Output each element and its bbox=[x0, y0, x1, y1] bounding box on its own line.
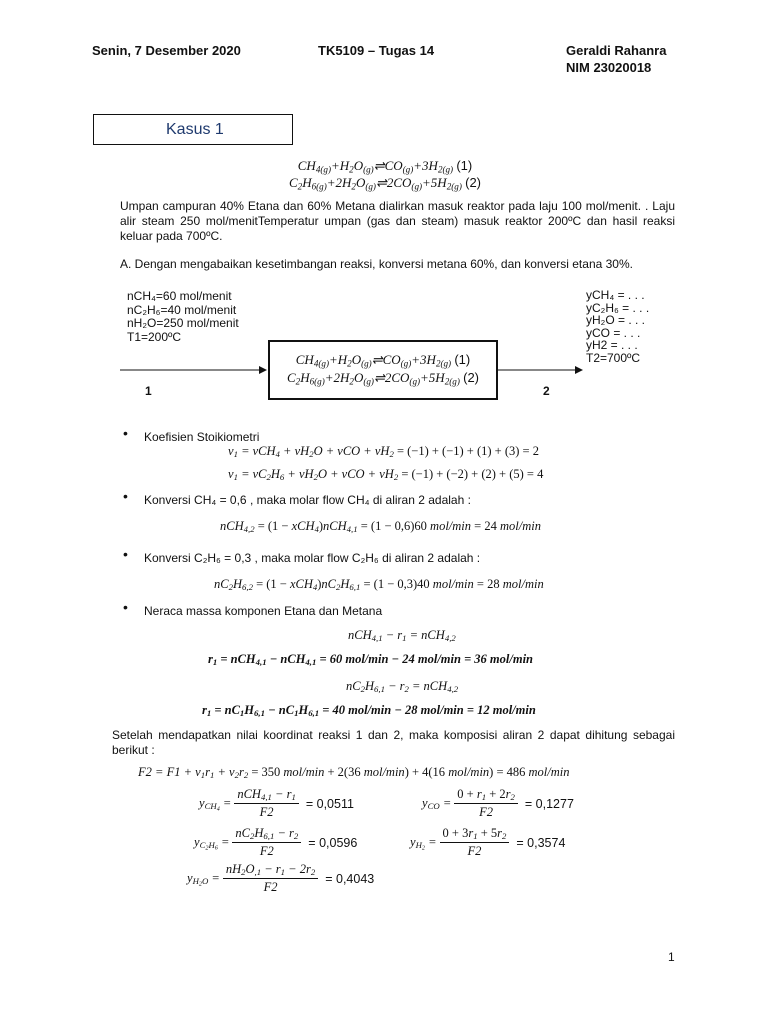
equation-r2: $r_1 = nC_1H_{6,1} - nC_1H_{6,1} = 40$ mol/min − 28 mol/min = 12 mol/min bbox=[202, 703, 536, 719]
reactor-reaction-2: $C_2H_{6(g)}+2H_2O_{(g)}\rightleftharpoons 2CO_{(g)}+5H_{2(g)}$ (2) bbox=[286, 370, 479, 387]
inlet-line: T1=200ºC bbox=[127, 329, 182, 344]
value-y-co: = 0,1277 bbox=[524, 796, 574, 811]
bullet-mass-balance: Neraca massa komponen Etana dan Metana bbox=[144, 604, 383, 618]
equation-balance-2: $nC_2H_{6,1} - r_2 = nCH_{4,2}$ bbox=[346, 679, 459, 695]
reactor-box bbox=[268, 340, 498, 400]
bullet-icon: • bbox=[123, 425, 128, 441]
fraction-y-h2o: $y_{H_2O}$ = $\frac{nH_2O_{,1} - r_1 - 2r_2}{F2}$ = 0,4043 bbox=[187, 862, 375, 894]
question-a: A. Dengan mengabaikan kesetimbangan reaksi, konversi metana 60%, dan konversi etana 30%. bbox=[120, 257, 633, 271]
value-y-c2h6: = 0,0596 bbox=[308, 835, 358, 850]
equation-nu1: $v_1 = vCH_4 + vH_2O$ + vCO + $vH_2 = (-1) + (-1) + (1) + (3) = 2$ bbox=[228, 444, 539, 460]
value-y-h2o: = 0,4043 bbox=[325, 871, 375, 886]
header-nim: NIM 23020018 bbox=[566, 60, 652, 75]
equation-nu2: $v_1 = vC_2H_6 + vH_2O$ + vCO + $vH_2 = (-1) + (-2) + (2) + (5) = 4$ bbox=[228, 467, 544, 483]
fraction-y-ch4: $y_{CH_4}$ = $\frac{nCH_{4,1} - r_1}{F2}$ = 0,0511 bbox=[199, 787, 354, 819]
equation-r1: $r_1 = nCH_{4,1} - nCH_{4,1} = 60$ mol/min − 24 mol/min = 36 mol/min bbox=[208, 652, 534, 668]
outlet-line: yH₂O = . . . bbox=[586, 313, 646, 327]
reactor-reaction-1: $CH_{4(g)}+H_2O_{(g)}\rightleftharpoons CO_{(g)}+3H_{2(g)}$ (1) bbox=[295, 352, 471, 369]
reaction-1: $CH_{4(g)}+H_2O_{(g)}\rightleftharpoons CO_{(g)}+3H_{2(g)}$ (1) bbox=[297, 158, 473, 175]
inlet-line: nCH₄=60 mol/menit bbox=[127, 289, 232, 303]
fraction-y-co: $y_{CO}$ = $\frac{0 + r_1 + 2r_2}{F2}$ = 0,1277 bbox=[422, 787, 574, 819]
page-number: 1 bbox=[668, 950, 675, 964]
bullet-conversion-c2h6: Konversi C₂H₆ = 0,3 , maka molar flow C₂H₆ di aliran 2 adalah : bbox=[144, 551, 481, 565]
outlet-line: yC₂H₆ = . . . bbox=[586, 300, 650, 315]
inlet-line: nH₂O=250 mol/menit bbox=[127, 316, 239, 330]
equation-balance-1: $nCH_{4,1} - r_1 = nCH_{4,2}$ bbox=[348, 628, 456, 644]
reaction-2: $C_2H_{6(g)}+2H_2O_{(g)}\rightleftharpoons 2CO_{(g)}+5H_{2(g)}$ (2) bbox=[288, 175, 481, 192]
equation-f2: $F2 = F1 + v_1r_1 + v_2r_2 = 350$ mol/min + 2(36 mol/min) + 4(16 mol/min) = 486 mol/min bbox=[138, 765, 570, 781]
intro-paragraph: Umpan campuran 40% Etana dan 60% Metana dialirkan masuk reaktor pada laju 100 mol/menit. . Laju alir steam 250 mol/menitTemperatur umpan (gas dan steam) masuk reaktor 200ºC dan hasil reaksi keluar pada 700ºC. bbox=[120, 199, 675, 243]
value-y-h2: = 0,3574 bbox=[516, 835, 566, 850]
fraction-y-h2: $y_{H_2}$ = $\frac{0 + 3r_1 + 5r_2}{F2}$ = 0,3574 bbox=[410, 826, 566, 858]
bullet-icon: • bbox=[123, 488, 128, 504]
bullet-icon: • bbox=[123, 546, 128, 562]
outlet-line: yH2 = . . . bbox=[586, 338, 638, 352]
outlet-conditions bbox=[586, 289, 649, 364]
bullet-conversion-ch4: Konversi CH₄ = 0,6 , maka molar flow CH₄ di aliran 2 adalah : bbox=[144, 493, 471, 507]
header-course: TK5109 – Tugas 14 bbox=[318, 43, 435, 58]
results-intro: Setelah mendapatkan nilai koordinat reaksi 1 dan 2, maka komposisi aliran 2 dapat dihitung sebagai berikut : bbox=[112, 728, 675, 757]
equation-nc2h6: $nC_2H_{6,2} = (1 - xCH_4)nC_2H_{6,1} = (1 - 0,3)40$ mol/min = 28 mol/min bbox=[214, 577, 544, 593]
fraction-y-c2h6: $y_{C_2H_6}$ = $\frac{nC_2H_{6,1} - r_2}{F2}$ = 0,0596 bbox=[194, 826, 358, 858]
outlet-line: yCH₄ = . . . bbox=[586, 288, 645, 302]
case-title-box bbox=[93, 114, 293, 145]
stream-label-1: 1 bbox=[145, 384, 152, 398]
outlet-line: T2=700ºC bbox=[586, 350, 641, 365]
value-y-ch4: = 0,0511 bbox=[305, 796, 354, 811]
inlet-conditions bbox=[127, 290, 239, 344]
bullet-icon: • bbox=[123, 599, 128, 615]
inlet-line: nC₂H₆=40 mol/menit bbox=[127, 302, 237, 317]
header-date: Senin, 7 Desember 2020 bbox=[92, 43, 241, 58]
stream-label-2: 2 bbox=[543, 384, 550, 398]
case-title: Kasus 1 bbox=[166, 121, 224, 138]
bullet-stoichiometry: Koefisien Stoikiometri bbox=[144, 430, 260, 444]
outlet-line: yCO = . . . bbox=[586, 325, 641, 340]
equation-nch4: nCH$_{4,2}$ = (1 − xCH$_4$)nCH$_{4,1}$ = (1 − 0,6)60 mol/min = 24 mol/min bbox=[220, 519, 541, 535]
header-author: Geraldi Rahanra bbox=[566, 43, 667, 58]
